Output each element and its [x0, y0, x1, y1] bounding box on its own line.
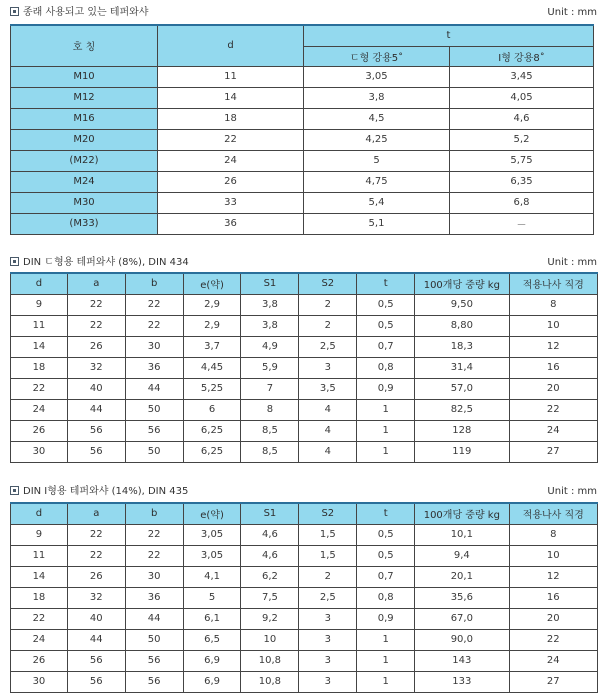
table-cell: 4,45 [183, 357, 241, 378]
table-cell: 1,5 [299, 524, 357, 545]
table-cell: 50 [125, 441, 183, 462]
table-cell: 12 [509, 566, 597, 587]
table-cell: 0,9 [357, 378, 415, 399]
table-row [11, 545, 598, 566]
table-cell: 14 [158, 87, 304, 108]
table-cell: 4,5 [304, 108, 450, 129]
table-cell: 35,6 [415, 587, 509, 608]
table-cell: 1 [357, 399, 415, 420]
table-cell: 0,8 [357, 587, 415, 608]
table-cell: 10,1 [415, 524, 509, 545]
table-cell: 44 [125, 608, 183, 629]
table-cell: 56 [67, 441, 125, 462]
table-cell: 119 [415, 441, 509, 462]
table-cell: 0,7 [357, 566, 415, 587]
table-cell: 4,6 [241, 524, 299, 545]
table-row [11, 108, 594, 129]
unit-label: Unit : mm [547, 257, 597, 268]
table-cell: 44 [125, 378, 183, 399]
table-cell: 9 [11, 294, 68, 315]
table-cell: 44 [67, 399, 125, 420]
table-cell: 0,5 [357, 545, 415, 566]
column-header: b [125, 503, 183, 524]
column-header: S1 [241, 503, 299, 524]
table-cell: 22 [67, 315, 125, 336]
table-cell: 14 [11, 566, 68, 587]
table-cell: 1 [357, 671, 415, 692]
table-row [11, 420, 598, 441]
table-row [11, 336, 598, 357]
table-cell: 10,8 [241, 650, 299, 671]
din434-table [10, 272, 598, 463]
table-cell: 40 [67, 378, 125, 399]
table-cell: 4,6 [450, 108, 594, 129]
table-cell: 6,1 [183, 608, 241, 629]
table-cell: 2,9 [183, 315, 241, 336]
header-t: t [304, 25, 594, 46]
unit-label: Unit : mm [547, 7, 597, 18]
table-cell: 6,35 [450, 171, 594, 192]
table-cell: 3 [299, 608, 357, 629]
table-cell: 9 [11, 524, 68, 545]
table-row [11, 378, 598, 399]
column-header: S2 [299, 503, 357, 524]
conventional-taper-washer-table [10, 24, 594, 235]
table-cell: 3,05 [183, 545, 241, 566]
table-cell: 2,5 [299, 336, 357, 357]
table-cell: 3,8 [241, 315, 299, 336]
table-cell: 11 [11, 545, 68, 566]
column-header: 100개당 중량 kg [415, 503, 509, 524]
table-cell: 56 [67, 420, 125, 441]
table-row [11, 315, 598, 336]
table-cell: 24 [11, 399, 68, 420]
table-cell: 32 [67, 587, 125, 608]
table-cell: 3 [299, 650, 357, 671]
table-cell: 3 [299, 629, 357, 650]
table-cell: 56 [67, 650, 125, 671]
table-row [11, 399, 598, 420]
table-cell: 56 [125, 420, 183, 441]
table-cell: 50 [125, 629, 183, 650]
table-cell: 12 [509, 336, 597, 357]
table-cell: 1 [357, 420, 415, 441]
column-header: e(약) [183, 273, 241, 294]
table-cell: 22 [67, 524, 125, 545]
table-cell: 30 [11, 441, 68, 462]
din435-table [10, 502, 598, 693]
table-row [11, 629, 598, 650]
table-cell: 2 [299, 294, 357, 315]
table-cell: 5,75 [450, 150, 594, 171]
table-cell: 4,1 [183, 566, 241, 587]
table-cell: 11 [11, 315, 68, 336]
table-cell: 22 [509, 629, 597, 650]
table-cell: 4,9 [241, 336, 299, 357]
section-title-text: 종래 사용되고 있는 테퍼와샤 [23, 7, 149, 18]
column-header: t [357, 503, 415, 524]
table-cell: 18 [158, 108, 304, 129]
table-cell: 0,5 [357, 524, 415, 545]
column-header: S2 [299, 273, 357, 294]
table-cell: 2,9 [183, 294, 241, 315]
section-title-conventional [10, 6, 148, 20]
table-cell: 2 [299, 315, 357, 336]
table-cell: 40 [67, 608, 125, 629]
table-cell: 3,8 [304, 87, 450, 108]
table-cell: 8 [509, 524, 597, 545]
table-cell: 128 [415, 420, 509, 441]
table-cell: 30 [125, 336, 183, 357]
table-cell: 9,50 [415, 294, 509, 315]
header-t-ibeam: I형 강용8˚ [450, 46, 594, 66]
table-cell: 0,8 [357, 357, 415, 378]
column-header: d [11, 273, 68, 294]
table-cell: 36 [158, 213, 304, 234]
table-cell: 5 [183, 587, 241, 608]
table-cell: 26 [158, 171, 304, 192]
table-cell: 6 [183, 399, 241, 420]
row-label-cell: M20 [11, 129, 158, 150]
table-cell: 44 [67, 629, 125, 650]
table-cell: 5,4 [304, 192, 450, 213]
table-cell: 6,9 [183, 671, 241, 692]
table-cell: 90,0 [415, 629, 509, 650]
table-cell: 18 [11, 587, 68, 608]
table-cell: 1 [357, 650, 415, 671]
table-cell: 10 [509, 545, 597, 566]
table-cell: 143 [415, 650, 509, 671]
row-label-cell: M30 [11, 192, 158, 213]
table-row [11, 671, 598, 692]
table-cell: 0,7 [357, 336, 415, 357]
table-cell: 33 [158, 192, 304, 213]
table-cell: 18,3 [415, 336, 509, 357]
table-cell: 22 [125, 315, 183, 336]
table-cell: 5,1 [304, 213, 450, 234]
table-cell: 1 [357, 441, 415, 462]
table-cell: 16 [509, 357, 597, 378]
table-row [11, 608, 598, 629]
table-cell: 26 [67, 566, 125, 587]
table-cell: 4,25 [304, 129, 450, 150]
row-label-cell: (M33) [11, 213, 158, 234]
column-header: 100개당 중량 kg [415, 273, 509, 294]
table-cell: 22 [11, 378, 68, 399]
table-cell: 3,05 [183, 524, 241, 545]
row-label-cell: M16 [11, 108, 158, 129]
table-cell: 22 [67, 294, 125, 315]
table-cell: 56 [125, 650, 183, 671]
table-cell: 56 [67, 671, 125, 692]
table-cell: 8,80 [415, 315, 509, 336]
row-label-cell: M24 [11, 171, 158, 192]
table-row [11, 357, 598, 378]
column-header: e(약) [183, 503, 241, 524]
table-row [11, 524, 598, 545]
table-cell: 30 [11, 671, 68, 692]
table-cell: 3,05 [304, 66, 450, 87]
square-bullet-icon [10, 486, 19, 495]
section-title-din434 [10, 256, 189, 270]
table-cell: 5,2 [450, 129, 594, 150]
table-cell: 4 [299, 441, 357, 462]
column-header: b [125, 273, 183, 294]
table-cell: 16 [509, 587, 597, 608]
table-cell: 50 [125, 399, 183, 420]
table-cell: 24 [509, 420, 597, 441]
table-cell: 10 [241, 629, 299, 650]
table-row [11, 129, 594, 150]
table-row [11, 566, 598, 587]
table-cell: 9,2 [241, 608, 299, 629]
section-title-text: DIN ㄷ형용 테퍼와샤 (8%), DIN 434 [23, 257, 189, 268]
table-cell: 14 [11, 336, 68, 357]
table-cell: 26 [11, 650, 68, 671]
table-cell: 6,25 [183, 441, 241, 462]
table-cell: 3,5 [299, 378, 357, 399]
unit-label: Unit : mm [547, 486, 597, 497]
table-cell: 32 [67, 357, 125, 378]
table-cell: 24 [11, 629, 68, 650]
table-cell: 82,5 [415, 399, 509, 420]
table-cell: 3,45 [450, 66, 594, 87]
header-t-channel: ㄷ형 강용5˚ [304, 46, 450, 66]
table-cell: 22 [11, 608, 68, 629]
table-cell: 22 [67, 545, 125, 566]
table-cell: 0,9 [357, 608, 415, 629]
table-cell: 4,6 [241, 545, 299, 566]
table-cell: 7,5 [241, 587, 299, 608]
table-cell: 67,0 [415, 608, 509, 629]
table-cell: 1 [357, 629, 415, 650]
table-row [11, 650, 598, 671]
column-header: 적용나사 직경 [509, 503, 597, 524]
table-cell: 5,25 [183, 378, 241, 399]
table-cell: 3 [299, 671, 357, 692]
column-header: a [67, 273, 125, 294]
table-cell: 20,1 [415, 566, 509, 587]
table-cell: 18 [11, 357, 68, 378]
table-cell: 27 [509, 671, 597, 692]
section-title-text: DIN I형용 테퍼와샤 (14%), DIN 435 [23, 486, 189, 497]
table-row [11, 192, 594, 213]
table-cell: 30 [125, 566, 183, 587]
table-cell: 3,7 [183, 336, 241, 357]
table-cell: 36 [125, 587, 183, 608]
table-cell: 10 [509, 315, 597, 336]
table-cell: 5,9 [241, 357, 299, 378]
table-cell: 4 [299, 420, 357, 441]
table-cell: 26 [11, 420, 68, 441]
table-cell: 2,5 [299, 587, 357, 608]
header-name: 호 칭 [11, 25, 158, 66]
table-row [11, 66, 594, 87]
column-header: S1 [241, 273, 299, 294]
table-cell: 11 [158, 66, 304, 87]
table-cell: 8 [509, 294, 597, 315]
table-cell: 1,5 [299, 545, 357, 566]
table-cell: 4,05 [450, 87, 594, 108]
table-cell: 22 [125, 545, 183, 566]
table-cell: 4 [299, 399, 357, 420]
table-cell: 2 [299, 566, 357, 587]
table-cell: 0,5 [357, 294, 415, 315]
table-cell: 8,5 [241, 420, 299, 441]
table-cell: 3 [299, 357, 357, 378]
table-cell: 8,5 [241, 441, 299, 462]
table-cell: 24 [509, 650, 597, 671]
table-cell: 27 [509, 441, 597, 462]
table-cell: 3,8 [241, 294, 299, 315]
table-cell: 56 [125, 671, 183, 692]
table-cell: 6,25 [183, 420, 241, 441]
table-cell: 36 [125, 357, 183, 378]
table-row [11, 87, 594, 108]
header-d: d [158, 25, 304, 66]
table-cell: 22 [125, 524, 183, 545]
table-cell: 22 [158, 129, 304, 150]
table-cell: 20 [509, 378, 597, 399]
table-row [11, 171, 594, 192]
table-row [11, 150, 594, 171]
table-cell: 6,9 [183, 650, 241, 671]
row-label-cell: (M22) [11, 150, 158, 171]
column-header: a [67, 503, 125, 524]
table-cell: 22 [509, 399, 597, 420]
row-label-cell: M10 [11, 66, 158, 87]
table-cell: 26 [67, 336, 125, 357]
table-cell: 31,4 [415, 357, 509, 378]
table-cell: 6,5 [183, 629, 241, 650]
table-cell: 9,4 [415, 545, 509, 566]
table-cell: 24 [158, 150, 304, 171]
section-title-din435 [10, 485, 188, 499]
table-cell: 6,8 [450, 192, 594, 213]
square-bullet-icon [10, 257, 19, 266]
table-row [11, 213, 594, 234]
table-cell: 133 [415, 671, 509, 692]
table-cell: 6,2 [241, 566, 299, 587]
row-label-cell: M12 [11, 87, 158, 108]
table-row [11, 587, 598, 608]
table-cell: 20 [509, 608, 597, 629]
column-header: 적용나사 직경 [509, 273, 597, 294]
table-cell: 5 [304, 150, 450, 171]
square-bullet-icon [10, 7, 19, 16]
table-cell: 4,75 [304, 171, 450, 192]
table-row [11, 441, 598, 462]
table-cell: 8 [241, 399, 299, 420]
table-cell: 10,8 [241, 671, 299, 692]
table-cell: 7 [241, 378, 299, 399]
column-header: t [357, 273, 415, 294]
table-cell: 0,5 [357, 315, 415, 336]
column-header: d [11, 503, 68, 524]
table-row [11, 294, 598, 315]
table-cell: － [450, 213, 594, 234]
table-cell: 22 [125, 294, 183, 315]
table-cell: 57,0 [415, 378, 509, 399]
